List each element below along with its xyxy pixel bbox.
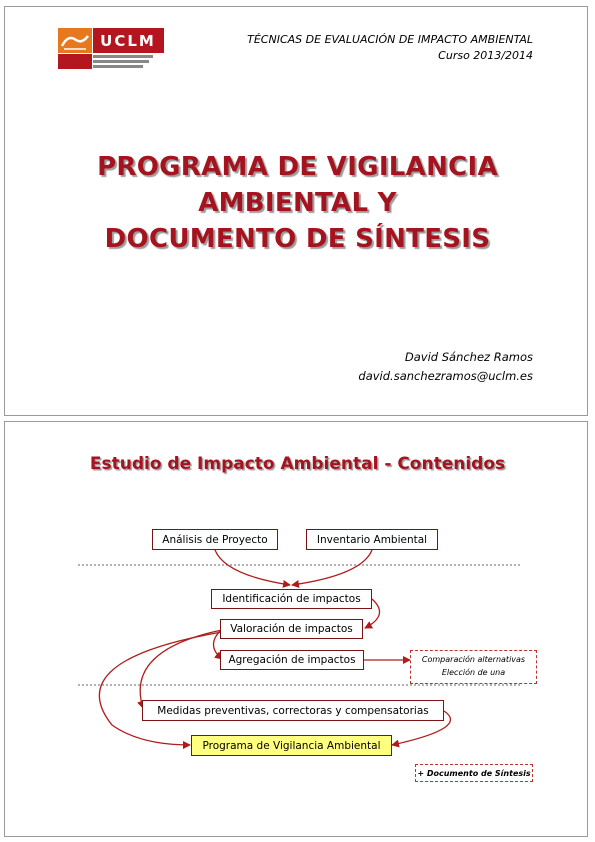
course-header bbox=[247, 32, 533, 64]
box-agregacion-impactos bbox=[220, 650, 364, 670]
slide-heading: Estudio de Impacto Ambiental - Contenidos bbox=[89, 454, 506, 474]
page-title bbox=[0, 149, 595, 257]
box-label: Inventario Ambiental bbox=[316, 533, 428, 546]
box-label: Identificación de impactos bbox=[222, 593, 361, 605]
box-medidas bbox=[142, 700, 444, 721]
tag-documento-sintesis bbox=[415, 764, 533, 782]
note-comparacion-alternativas bbox=[410, 650, 537, 684]
note-line-2: Elección de una bbox=[441, 668, 506, 677]
box-label: Valoración de impactos bbox=[230, 623, 353, 635]
box-label: Programa de Vigilancia Ambiental bbox=[202, 739, 381, 752]
title-line-1: PROGRAMA DE VIGILANCIA bbox=[97, 152, 498, 182]
box-label: Análisis de Proyecto bbox=[162, 533, 268, 546]
box-inventario-ambiental bbox=[306, 529, 438, 550]
tag-label: + Documento de Síntesis bbox=[417, 768, 531, 778]
box-analisis-proyecto bbox=[152, 529, 278, 550]
course-name: TÉCNICAS DE EVALUACIÓN DE IMPACTO AMBIENTAL bbox=[247, 33, 533, 46]
box-label: Medidas preventivas, correctoras y compensatorias bbox=[157, 704, 429, 717]
author-email: david.sanchezramos@uclm.es bbox=[358, 369, 533, 383]
course-year: Curso 2013/2014 bbox=[438, 49, 533, 62]
logo-text: UCLM bbox=[100, 32, 156, 50]
box-label: Agregación de impactos bbox=[228, 654, 356, 666]
box-programa-vigilancia bbox=[191, 735, 392, 756]
title-line-2: AMBIENTAL Y bbox=[198, 188, 397, 218]
author-block bbox=[358, 348, 533, 386]
note-line-1: Comparación alternativas bbox=[421, 655, 526, 664]
box-identificacion-impactos bbox=[211, 589, 372, 609]
author-name: David Sánchez Ramos bbox=[404, 350, 533, 364]
box-valoracion-impactos bbox=[220, 619, 363, 639]
uclm-logo bbox=[58, 28, 164, 69]
title-line-3: DOCUMENTO DE SÍNTESIS bbox=[104, 224, 491, 254]
